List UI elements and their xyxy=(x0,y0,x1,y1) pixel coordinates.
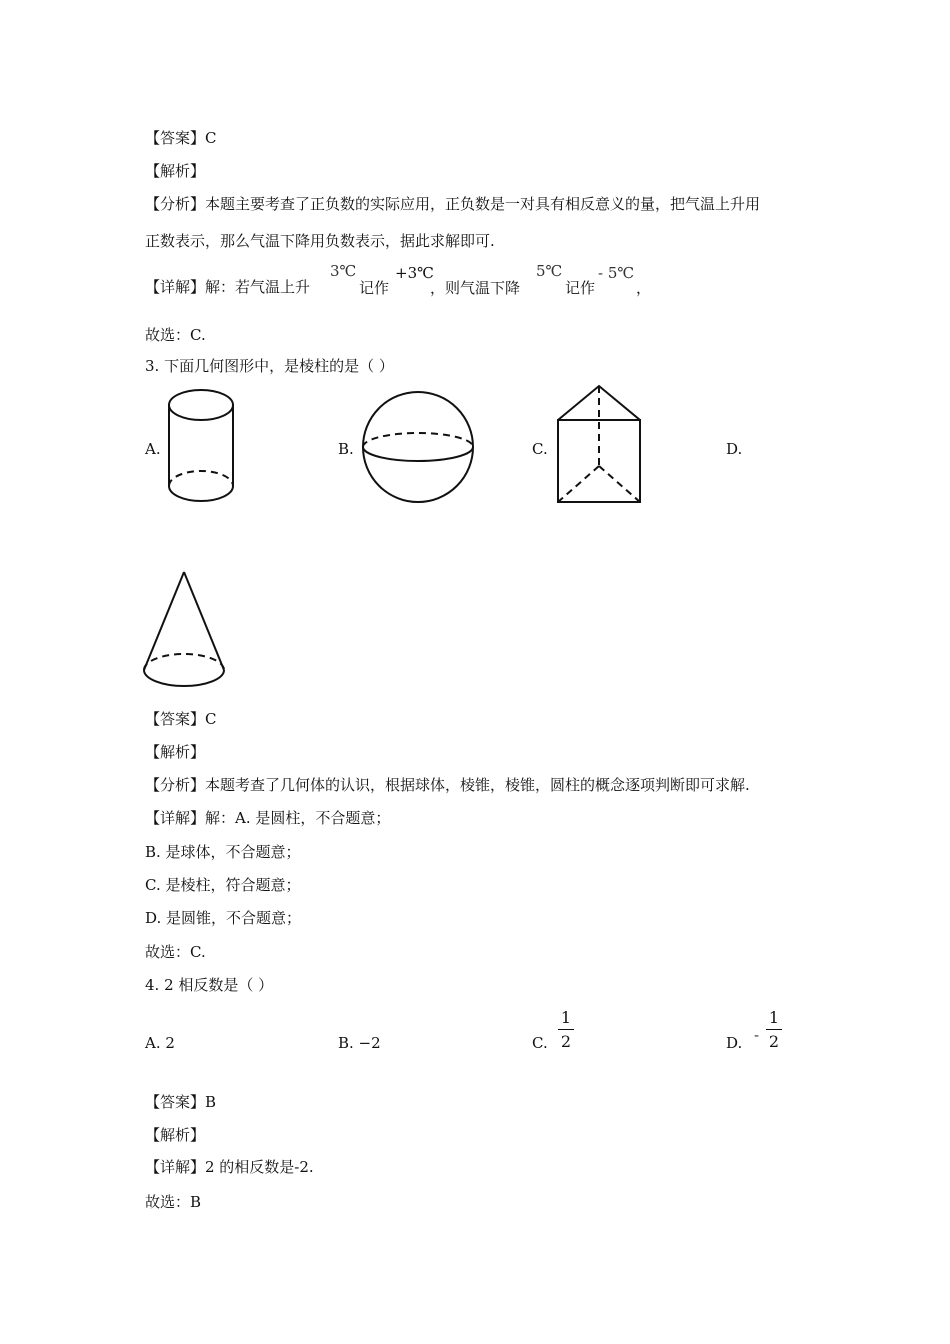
q2-comma: ， xyxy=(636,279,652,297)
fraction-numerator: 1 xyxy=(768,1008,780,1027)
q2-analysis-heading: 【解析】 xyxy=(145,162,206,180)
q3-analysis-heading: 【解析】 xyxy=(145,743,206,761)
q2-temp-negative: - 5℃ xyxy=(598,264,635,282)
q3-choose: 故选：C. xyxy=(145,943,206,961)
q2-record-label-1: 记作 xyxy=(359,279,390,297)
sphere-figure xyxy=(360,390,480,508)
q3-option-d-label: D. xyxy=(726,440,743,458)
q4-option-c-label: C. xyxy=(532,1034,548,1052)
q3-detail-b: B. 是球体，不合题意； xyxy=(145,843,301,861)
q3-detail-d: D. 是圆锥，不合题意； xyxy=(145,909,302,927)
q4-option-b: B. −2 xyxy=(338,1034,381,1052)
q2-then-fall: ，则气温下降 xyxy=(430,279,521,297)
q4-answer: 【答案】B xyxy=(145,1093,217,1111)
q2-temp-rise: 3℃ xyxy=(330,262,357,280)
q4-detail: 【详解】2 的相反数是-2. xyxy=(145,1158,314,1176)
q3-option-b-label: B. xyxy=(338,440,354,458)
q3-analysis: 【分析】本题考查了几何体的认识，根据球体，棱锥，棱锥，圆柱的概念逐项判断即可求解. xyxy=(145,776,750,794)
q2-analysis-line-2: 正数表示，那么气温下降用负数表示，据此求解即可. xyxy=(145,232,495,250)
fraction-bar xyxy=(766,1029,782,1030)
q3-option-a-label: A. xyxy=(145,440,161,458)
q2-temp-fall: 5℃ xyxy=(536,262,563,280)
cylinder-figure xyxy=(160,385,250,505)
q4-analysis-heading: 【解析】 xyxy=(145,1126,206,1144)
fraction-denominator: 2 xyxy=(768,1032,780,1051)
fraction-bar xyxy=(558,1029,574,1030)
q2-analysis-line-1: 【分析】本题主要考查了正负数的实际应用，正负数是一对具有相反意义的量，把气温上升用 xyxy=(145,195,761,213)
q3-question: 3. 下面几何图形中，是棱柱的是（ ） xyxy=(145,357,394,375)
q2-record-label-2: 记作 xyxy=(565,279,596,297)
fraction-numerator: 1 xyxy=(560,1008,572,1027)
q2-temp-positive: +3℃ xyxy=(395,264,434,282)
q4-option-a: A. 2 xyxy=(145,1034,175,1052)
q2-choose: 故选：C. xyxy=(145,326,206,344)
q4-option-d-fraction xyxy=(766,1008,782,1051)
q3-answer: 【答案】C xyxy=(145,710,217,728)
q4-option-c-fraction xyxy=(558,1008,574,1051)
q4-option-d-label: D. xyxy=(726,1034,743,1052)
q3-detail-c: C. 是棱柱，符合题意； xyxy=(145,876,301,894)
q4-choose: 故选：B xyxy=(145,1193,202,1211)
cone-figure xyxy=(140,568,230,692)
q3-option-c-label: C. xyxy=(532,440,548,458)
q4-option-d-negative-sign: - xyxy=(754,1026,760,1044)
triangular-prism-figure xyxy=(552,382,647,508)
q4-question: 4. 2 相反数是（ ） xyxy=(145,976,274,994)
q2-detail-prefix: 【详解】解：若气温上升 xyxy=(145,278,311,296)
q2-answer: 【答案】C xyxy=(145,129,217,147)
fraction-denominator: 2 xyxy=(560,1032,572,1051)
q3-detail-a: 【详解】解：A. 是圆柱，不合题意； xyxy=(145,809,391,827)
